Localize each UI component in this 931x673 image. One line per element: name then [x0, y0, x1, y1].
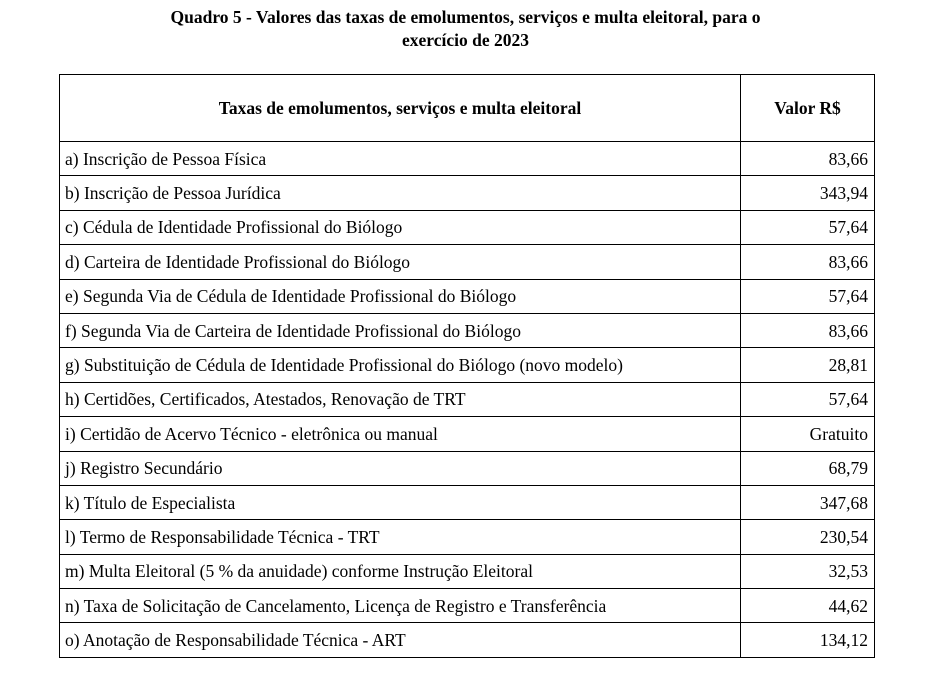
fee-value: 44,62 — [741, 589, 875, 623]
fee-description: o) Anotação de Responsabilidade Técnica - ART — [60, 623, 741, 657]
fee-value: 343,94 — [741, 176, 875, 210]
table-row — [60, 417, 875, 451]
fee-value: 32,53 — [741, 554, 875, 588]
table-row — [60, 520, 875, 554]
fee-description: i) Certidão de Acervo Técnico - eletrônica ou manual — [60, 417, 741, 451]
table-row — [60, 313, 875, 347]
fee-value: 347,68 — [741, 485, 875, 519]
table-row — [60, 623, 875, 657]
table-row — [60, 485, 875, 519]
fee-description: g) Substituição de Cédula de Identidade Profissional do Biólogo (novo modelo) — [60, 348, 741, 382]
fee-description: k) Título de Especialista — [60, 485, 741, 519]
table-row — [60, 382, 875, 416]
document-title — [0, 6, 931, 52]
fee-description: e) Segunda Via de Cédula de Identidade Profissional do Biólogo — [60, 279, 741, 313]
fee-value: 57,64 — [741, 279, 875, 313]
fee-description: a) Inscrição de Pessoa Física — [60, 142, 741, 176]
title-line-2: exercício de 2023 — [402, 30, 529, 50]
fee-description: h) Certidões, Certificados, Atestados, Renovação de TRT — [60, 382, 741, 416]
fee-description: c) Cédula de Identidade Profissional do Biólogo — [60, 210, 741, 244]
fees-table — [59, 74, 875, 658]
fee-value: 83,66 — [741, 245, 875, 279]
fee-value: 28,81 — [741, 348, 875, 382]
table-body — [60, 142, 875, 658]
fee-value: 83,66 — [741, 313, 875, 347]
fee-description: f) Segunda Via de Carteira de Identidade Profissional do Biólogo — [60, 313, 741, 347]
fee-description: m) Multa Eleitoral (5 % da anuidade) conforme Instrução Eleitoral — [60, 554, 741, 588]
title-line-1: Quadro 5 - Valores das taxas de emolumentos, serviços e multa eleitoral, para o — [170, 7, 761, 27]
table-row — [60, 142, 875, 176]
fee-value: 134,12 — [741, 623, 875, 657]
fee-value: 83,66 — [741, 142, 875, 176]
table-row — [60, 451, 875, 485]
table-row — [60, 348, 875, 382]
fee-value: 57,64 — [741, 210, 875, 244]
fee-description: b) Inscrição de Pessoa Jurídica — [60, 176, 741, 210]
fee-description: d) Carteira de Identidade Profissional do Biólogo — [60, 245, 741, 279]
table-row — [60, 554, 875, 588]
table-row — [60, 589, 875, 623]
fee-description: j) Registro Secundário — [60, 451, 741, 485]
fee-value: 57,64 — [741, 382, 875, 416]
header-description: Taxas de emolumentos, serviços e multa eleitoral — [60, 75, 741, 142]
table-header-row — [60, 75, 875, 142]
fee-value: 68,79 — [741, 451, 875, 485]
table-row — [60, 245, 875, 279]
table-row — [60, 210, 875, 244]
fee-description: l) Termo de Responsabilidade Técnica - TRT — [60, 520, 741, 554]
table-row — [60, 176, 875, 210]
fee-value: Gratuito — [741, 417, 875, 451]
table-row — [60, 279, 875, 313]
fee-value: 230,54 — [741, 520, 875, 554]
fee-description: n) Taxa de Solicitação de Cancelamento, Licença de Registro e Transferência — [60, 589, 741, 623]
header-value: Valor R$ — [741, 75, 875, 142]
